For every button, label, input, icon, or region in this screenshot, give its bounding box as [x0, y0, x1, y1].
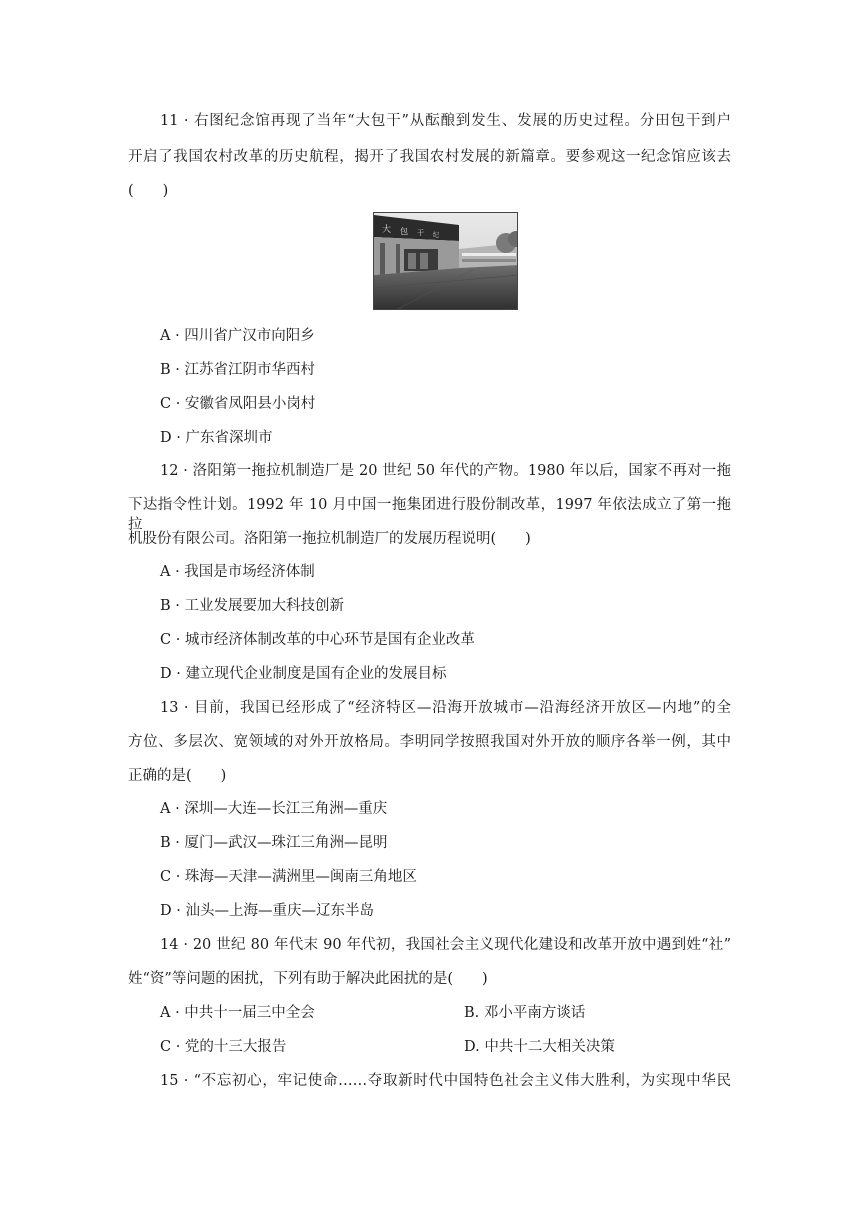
q12-stem-line-3: 机股份有限公司。洛阳第一拖拉机制造厂的发展历程说明( ) [128, 531, 531, 547]
q11-option-a: A · 四川省广汉市向阳乡 [160, 328, 315, 344]
q11-option-b: B · 江苏省江阴市华西村 [160, 362, 315, 378]
q15-stem-line-1: 15 · “不忘初心，牢记使命……夺取新时代中国特色社会主义伟大胜利，为实现中华民 [160, 1073, 731, 1089]
q12-stem-line-1: 12 · 洛阳第一拖拉机制造厂是 20 世纪 50 年代的产物。1980 年以后，国家不再对一拖 [160, 463, 731, 479]
q13-stem-line-2: 方位、多层次、宽领域的对外开放格局。李明同学按照我国对外开放的顺序各举一例，其中 [128, 734, 731, 750]
q11-stem-line-2: 开启了我国农村改革的历史航程，揭开了我国农村发展的新篇章。要参观这一纪念馆应该去 [128, 149, 731, 165]
svg-text:大: 大 [382, 225, 392, 235]
q14-option-b: B. 邓小平南方谈话 [464, 1005, 586, 1021]
svg-text:干: 干 [417, 229, 424, 237]
memorial-photo [373, 212, 518, 310]
memorial-photo-image [374, 213, 518, 310]
q14-option-c: C · 党的十三大报告 [160, 1039, 287, 1055]
q14-stem-line-1: 14 · 20 世纪 80 年代末 90 年代初，我国社会主义现代化建设和改革开放中遇到姓“社” [160, 937, 731, 953]
q12-option-d: D · 建立现代企业制度是国有企业的发展目标 [160, 666, 447, 682]
q13-option-d: D · 汕头—上海—重庆—辽东半岛 [160, 903, 374, 919]
q12-option-c: C · 城市经济体制改革的中心环节是国有企业改革 [160, 632, 475, 648]
svg-text:纪: 纪 [433, 232, 440, 239]
q11-answer-bracket: ( ) [128, 183, 169, 199]
q11-stem-line-1: 11 · 右图纪念馆再现了当年“大包干”从酝酿到发生、发展的历史过程。分田包干到户 [160, 113, 731, 129]
q12-option-a: A · 我国是市场经济体制 [160, 564, 315, 580]
q13-stem-line-1: 13 · 目前，我国已经形成了“经济特区—沿海开放城市—沿海经济开放区—内地”的全 [160, 700, 731, 716]
q13-option-c: C · 珠海—天津—满洲里—闽南三角地区 [160, 869, 417, 885]
q14-option-a: A · 中共十一届三中全会 [160, 1005, 315, 1021]
q12-stem-line-2: 下达指令性计划。1992 年 10 月中国一拖集团进行股份制改革，1997 年依法成立了第一拖拉 [128, 497, 731, 533]
q14-option-d: D. 中共十二大相关决策 [464, 1039, 615, 1055]
q12-option-b: B · 工业发展要加大科技创新 [160, 598, 344, 614]
q14-stem-line-2: 姓“资”等问题的困扰，下列有助于解决此困扰的是( ) [128, 971, 488, 987]
q13-option-b: B · 厦门—武汉—珠江三角洲—昆明 [160, 835, 388, 851]
q11-option-d: D · 广东省深圳市 [160, 430, 273, 446]
svg-text:包: 包 [400, 227, 408, 236]
q11-option-c: C · 安徽省凤阳县小岗村 [160, 396, 316, 412]
q13-stem-line-3: 正确的是( ) [128, 768, 227, 784]
q13-option-a: A · 深圳—大连—长江三角洲—重庆 [160, 801, 388, 817]
